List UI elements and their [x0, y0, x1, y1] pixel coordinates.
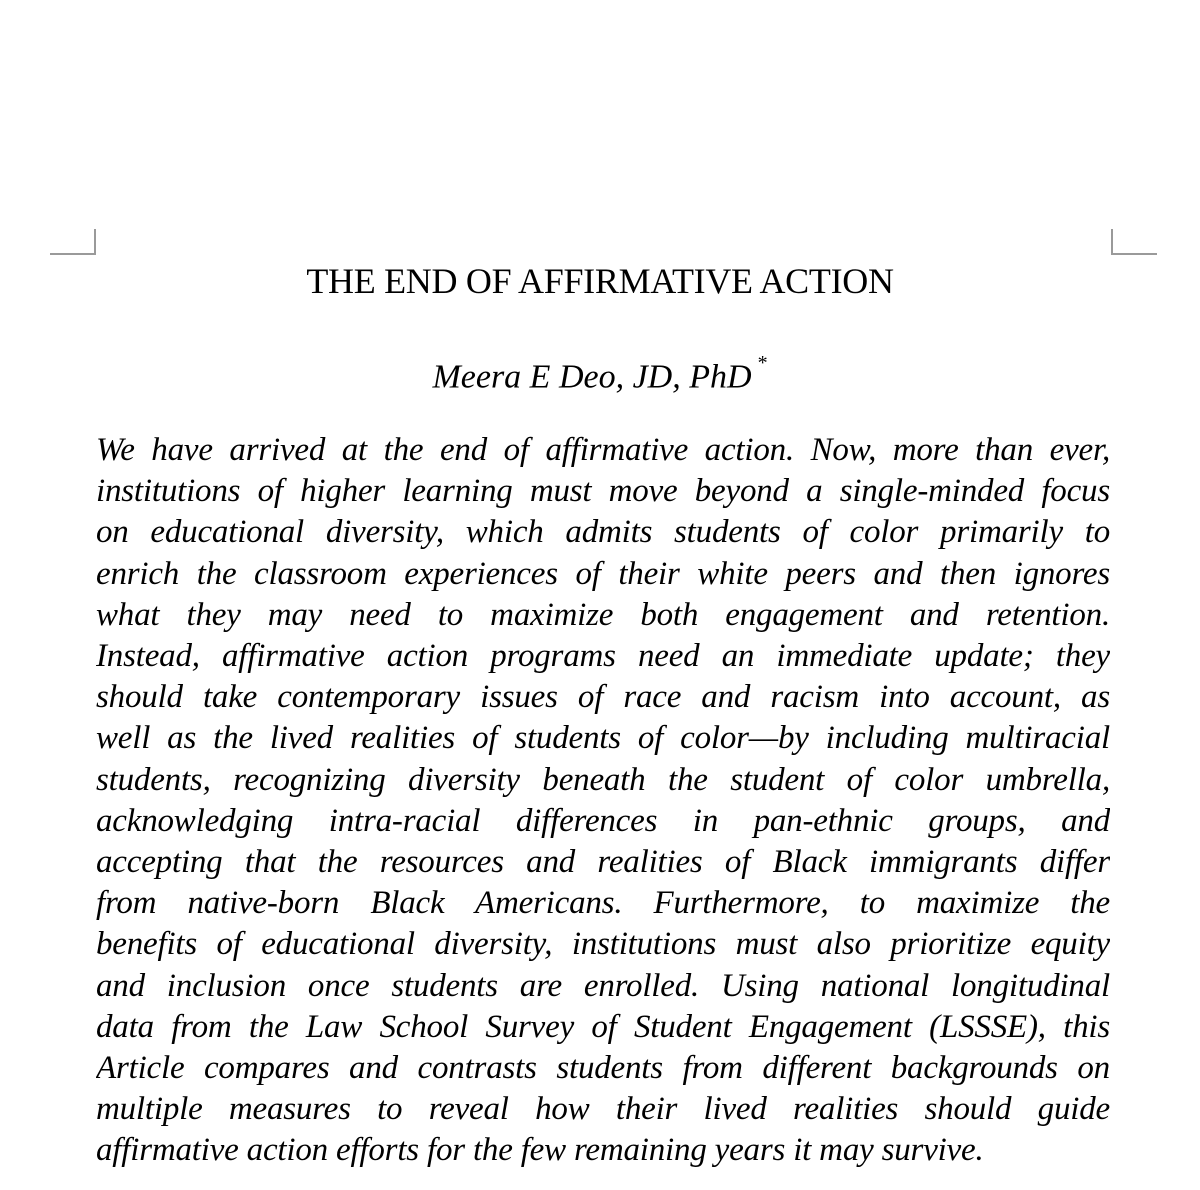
abstract-line: accepting that the resources and realities of Black immigrants differ [96, 844, 1110, 881]
document-title: THE END OF AFFIRMATIVE ACTION [306, 261, 894, 301]
abstract-line: enrich the classroom experiences of their white peers and then ignores [96, 555, 1110, 592]
abstract-line: well as the lived realities of students of color—by including multiracial [96, 720, 1110, 757]
abstract-line: should take contemporary issues of race and racism into account, as [96, 679, 1110, 716]
abstract-line: data from the Law School Survey of Student Engagement (LSSSE), this [96, 1008, 1110, 1045]
crop-mark-left [50, 229, 96, 255]
abstract-line: Article compares and contrasts students from different backgrounds on [96, 1050, 1110, 1087]
author-name: Meera E Deo, JD, PhD [432, 358, 752, 396]
abstract-line: institutions of higher learning must move beyond a single-minded focus [96, 473, 1110, 510]
abstract-line: affirmative action efforts for the few remaining years it may survive. [96, 1132, 984, 1169]
abstract-line: Instead, affirmative action programs need an immediate update; they [96, 638, 1110, 675]
author-line [0, 347, 1200, 399]
crop-mark-right [1111, 229, 1157, 255]
abstract-line: and inclusion once students are enrolled. Using national longitudinal [96, 967, 1110, 1004]
abstract-line: We have arrived at the end of affirmative action. Now, more than ever, [96, 432, 1110, 468]
abstract-line: students, recognizing diversity beneath the student of color umbrella, [96, 761, 1110, 798]
abstract-line: what they may need to maximize both engagement and retention. [96, 596, 1110, 633]
abstract [96, 430, 1110, 1172]
abstract-line: from native-born Black Americans. Furthermore, to maximize the [96, 885, 1110, 922]
abstract-line: benefits of educational diversity, institutions must also prioritize equity [96, 926, 1110, 963]
abstract-line: acknowledging intra-racial differences in pan-ethnic groups, and [96, 802, 1110, 839]
abstract-line: multiple measures to reveal how their lived realities should guide [96, 1091, 1110, 1128]
abstract-line: on educational diversity, which admits students of color primarily to [96, 514, 1110, 551]
author-footnote-marker[interactable]: * [757, 352, 768, 374]
